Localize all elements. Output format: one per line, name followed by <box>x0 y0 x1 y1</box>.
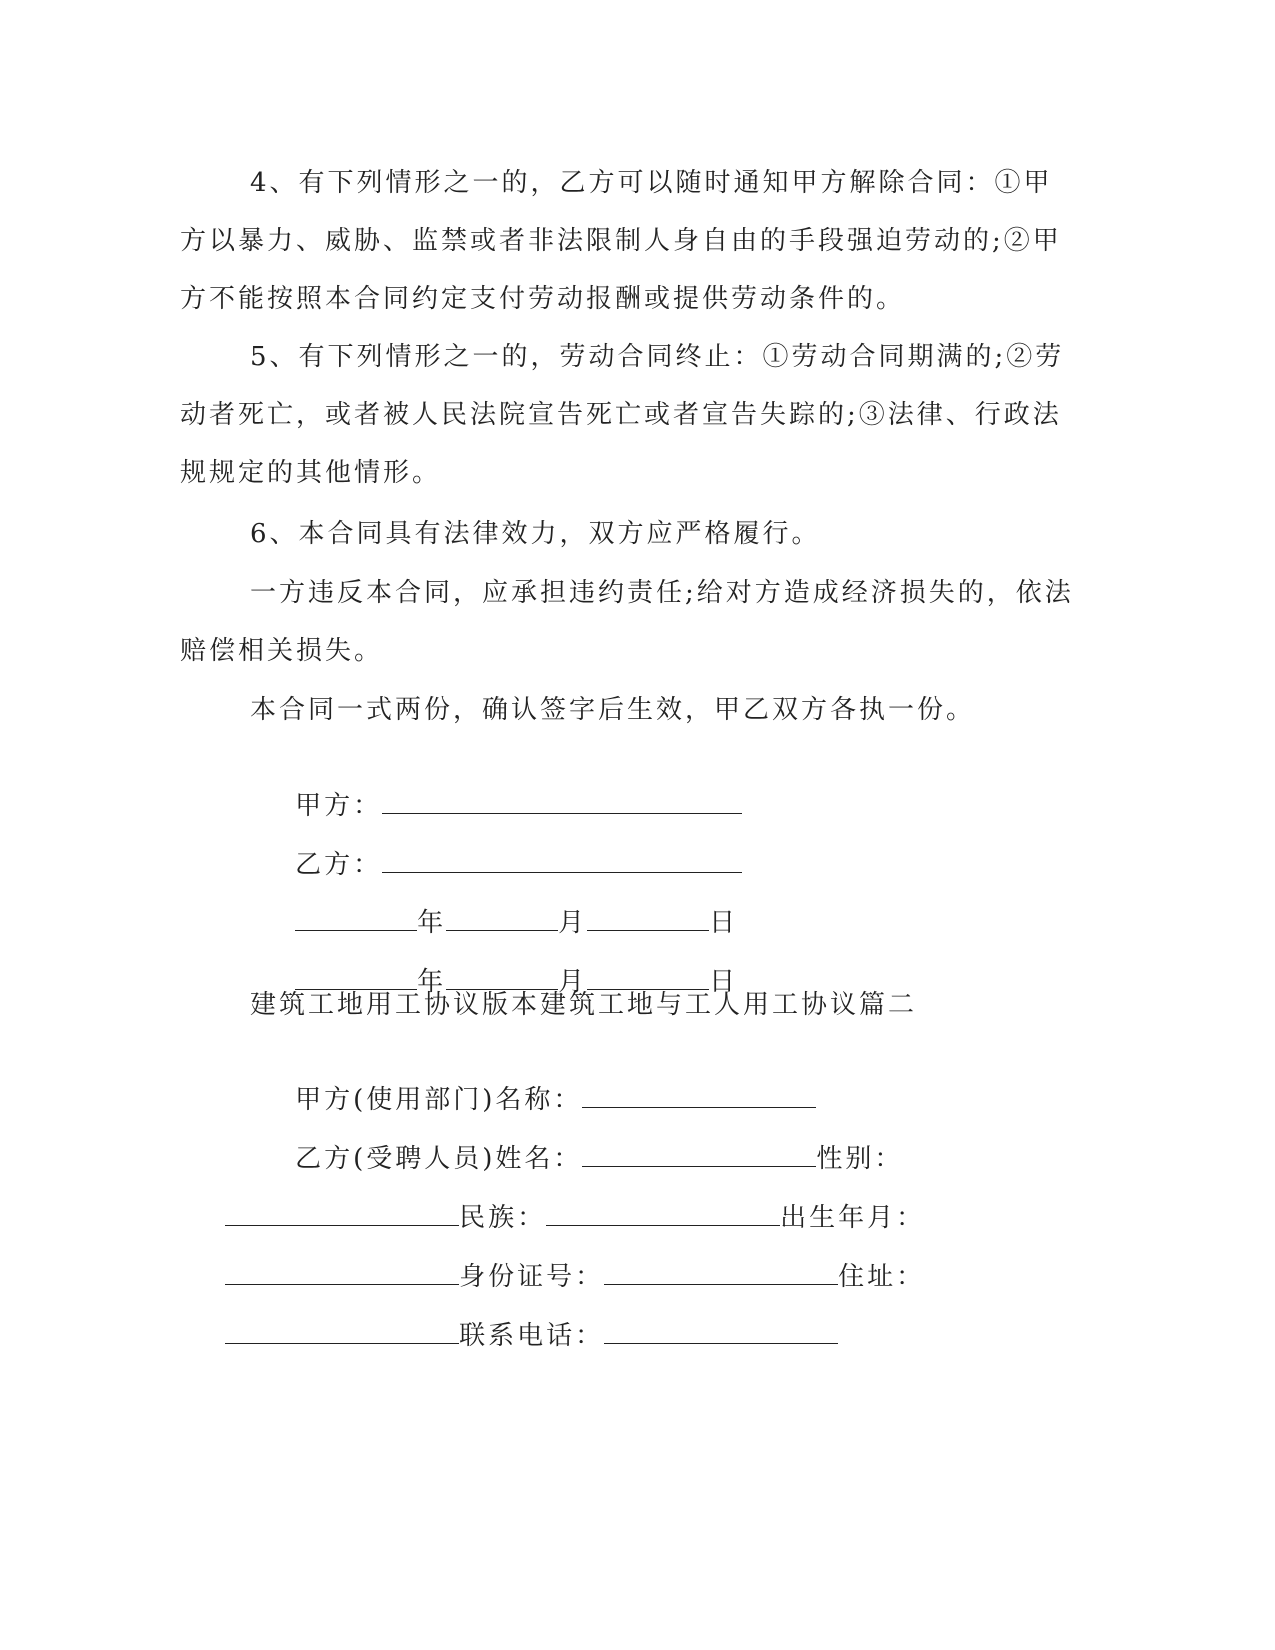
clause-4-line-1: 4、有下列情形之一的，乙方可以随时通知甲方解除合同：①甲 <box>250 168 1053 198</box>
birth-label: 出生年月： <box>780 1203 926 1233</box>
id-label: 身份证号： <box>459 1262 605 1292</box>
copies-clause: 本合同一式两份，确认签字后生效，甲乙双方各执一份。 <box>250 695 976 725</box>
clause-6: 6、本合同具有法律效力，双方应严格履行。 <box>250 519 821 549</box>
employee-label: 乙方(受聘人员)姓名： <box>295 1144 583 1174</box>
clause-4-line-2: 方以暴力、威胁、监禁或者非法限制人身自由的手段强迫劳动的;②甲 <box>180 226 1062 256</box>
clause-5-line-1: 5、有下列情形之一的，劳动合同终止：①劳动合同期满的;②劳 <box>250 342 1065 372</box>
employer-label: 甲方(使用部门)名称： <box>295 1085 583 1115</box>
party-b-signature-row <box>250 811 742 880</box>
section-2-title: 建筑工地用工协议版本建筑工地与工人用工协议篇二 <box>250 990 918 1020</box>
party-a-signature-row <box>250 752 742 821</box>
id-row <box>180 1223 926 1292</box>
day-label: 日 <box>709 908 739 938</box>
date-row-2 <box>250 928 739 997</box>
ethnicity-row <box>180 1164 926 1233</box>
phone-blank <box>604 1321 838 1344</box>
year-label: 年 <box>417 908 447 938</box>
address-blank <box>225 1321 459 1344</box>
party-a-label: 甲方： <box>295 791 383 821</box>
employer-row <box>250 1046 816 1115</box>
gender-label: 性别： <box>816 1144 904 1174</box>
clause-4-line-3: 方不能按照本合同约定支付劳动报酬或提供劳动条件的。 <box>180 284 906 314</box>
phone-label: 联系电话： <box>459 1321 605 1351</box>
address-label: 住址： <box>838 1262 926 1292</box>
liability-line-2: 赔偿相关损失。 <box>180 636 384 666</box>
clause-5-line-2: 动者死亡，或者被人民法院宣告死亡或者宣告失踪的;③法律、行政法 <box>180 400 1062 430</box>
employee-row <box>250 1105 904 1174</box>
day-label: 日 <box>709 967 739 997</box>
ethnicity-label: 民族： <box>459 1203 547 1233</box>
party-b-label: 乙方： <box>295 850 383 880</box>
month-label: 月 <box>558 967 588 997</box>
month-label: 月 <box>558 908 588 938</box>
clause-5-line-3: 规规定的其他情形。 <box>180 458 442 488</box>
liability-line-1: 一方违反本合同，应承担违约责任;给对方造成经济损失的，依法 <box>250 578 1074 608</box>
phone-row <box>180 1282 838 1351</box>
date-row-1 <box>250 869 739 938</box>
year-label: 年 <box>417 967 447 997</box>
